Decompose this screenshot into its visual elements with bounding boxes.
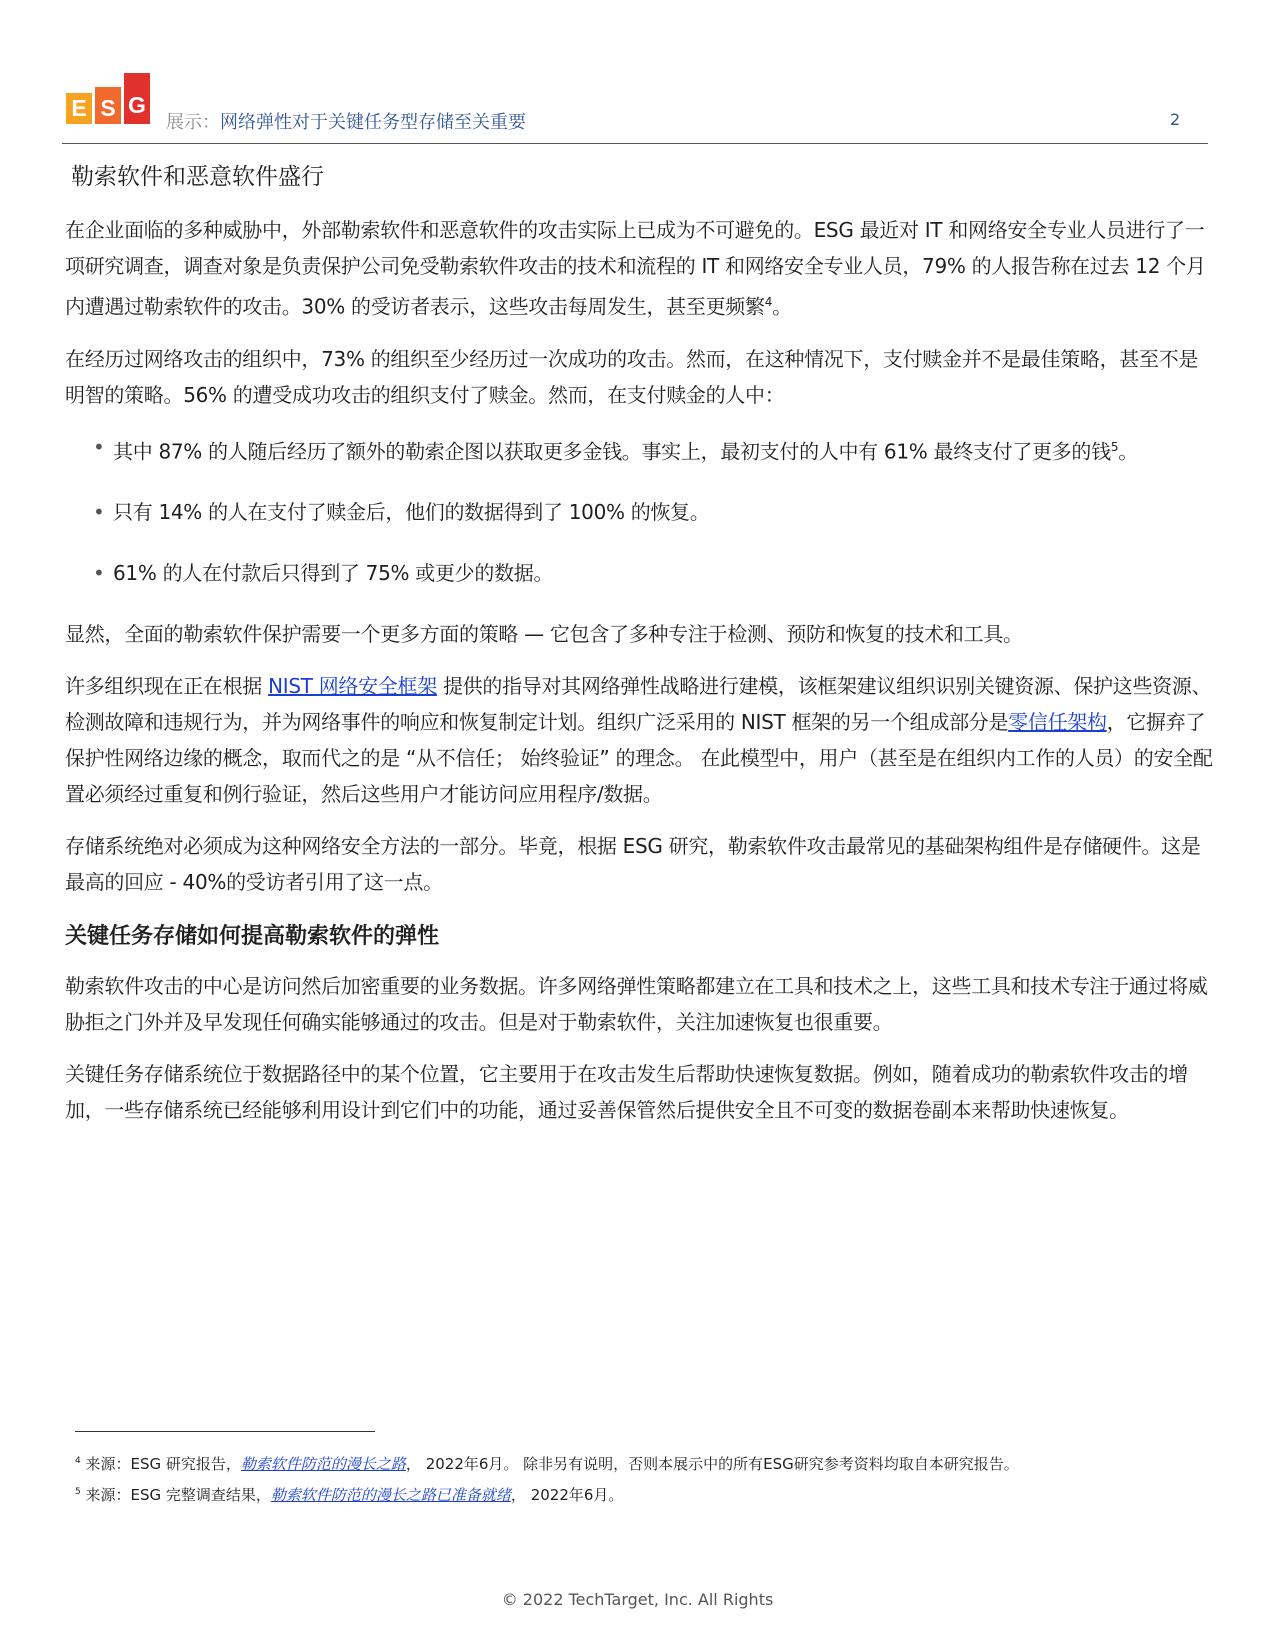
footnote-text: ， 2022年6月。 bbox=[510, 1486, 624, 1504]
paragraph-ransom-payment: 在经历过网络攻击的组织中，73% 的组织至少经历过一次成功的攻击。然而，在这种情况下，支付赎金并不是最佳策略，甚至不是明智的策略。56% 的遭受成功攻击的组织支付了赎金。然而，在支付赎金的人中： bbox=[65, 346, 1199, 407]
bullet-dot-icon: • bbox=[93, 500, 105, 525]
paragraph-nist bbox=[65, 668, 1215, 812]
footnote-text: 来源：ESG 完整调查结果， bbox=[80, 1486, 271, 1504]
paragraph-recovery: 关键任务存储系统位于数据路径中的某个位置，它主要用于在攻击发生后帮助快速恢复数据。例如，随着成功的勒索软件攻击的增加，一些存储系统已经能够利用设计到它们中的功能，通过妥善保管然后提供安全且不可变的数据卷副本来帮助快速恢复。 bbox=[65, 1062, 1188, 1123]
footnote-text: 来源：ESG 研究报告， bbox=[80, 1455, 241, 1473]
logo-letter-s: S bbox=[95, 87, 121, 124]
paragraph-threats-end: 。 bbox=[772, 294, 792, 319]
header-title-text: 网络弹性对于关键任务型存储至关重要 bbox=[220, 112, 526, 133]
footnote-ref-4[interactable]: 4 bbox=[764, 295, 773, 309]
bullet-text-end: 。 bbox=[1118, 439, 1138, 464]
footnote-number: 5 bbox=[75, 1487, 81, 1497]
footnote-4 bbox=[75, 1447, 1225, 1478]
page-number: 2 bbox=[1170, 110, 1181, 129]
main-content bbox=[65, 160, 1215, 1144]
bullet-dot-icon: • bbox=[93, 434, 105, 459]
logo-letter-g: G bbox=[124, 73, 150, 124]
ransom-stats-list bbox=[65, 429, 1215, 592]
footnote-divider bbox=[75, 1431, 375, 1432]
bullet-text: 61% 的人在付款后只得到了 75% 或更少的数据。 bbox=[113, 561, 554, 586]
bullet-dot-icon: • bbox=[93, 561, 105, 586]
footnotes bbox=[75, 1447, 1225, 1509]
paragraph-storage: 存储系统绝对必须成为这种网络安全方法的一部分。毕竟，根据 ESG 研究，勒索软件攻击最常见的基础架构组件是存储硬件。这是最高的回应 - 40%的受访者引用了这一点。 bbox=[65, 834, 1201, 895]
paragraph-nist-text-b: 提供的指导对其网络弹性战略进行建模，该框架建议组织识别关键资源、保护这些资源、检测故障和违规行为，并为网络事件的响应和恢复制定计划。组织广泛采用的 NIST 框架的另一个组成部分是 bbox=[65, 674, 1212, 735]
list-item bbox=[93, 429, 1215, 470]
list-item bbox=[93, 555, 1215, 591]
logo-letter-e: E bbox=[66, 93, 92, 124]
footnote-ref-5[interactable]: 5 bbox=[1110, 439, 1119, 454]
footnote-text: ， 2022年6月。 除非另有说明，否则本展示中的所有ESG研究参考资料均取自本研究报告。 bbox=[405, 1455, 1019, 1473]
paragraph-nist-text-c: ，它摒弃了保护性网络边缘的概念，取而代之的是 “从不信任； 始终验证” 的理念。 在此模型中，用户（甚至是在组织内工作的人员）的安全配置必须经过重复和例行验证，然后这些用户才能访问应用程序/数据。 bbox=[65, 710, 1213, 807]
nist-framework-link[interactable]: NIST 网络安全框架 bbox=[268, 674, 437, 699]
list-item bbox=[93, 494, 1215, 530]
footnote-4-link[interactable]: 勒索软件防范的漫长之路 bbox=[240, 1455, 406, 1473]
header-title bbox=[166, 108, 526, 134]
footnote-5-link[interactable]: 勒索软件防范的漫长之路已准备就绪 bbox=[270, 1486, 511, 1504]
header-title-prefix: 展示： bbox=[166, 112, 220, 133]
section-heading-ransomware: 勒索软件和恶意软件盛行 bbox=[71, 164, 324, 190]
paragraph-nist-text-a: 许多组织现在正在根据 bbox=[65, 674, 269, 699]
footnote-5 bbox=[75, 1478, 1225, 1509]
paragraph-encryption: 勒索软件攻击的中心是访问然后加密重要的业务数据。许多网络弹性策略都建立在工具和技术之上，这些工具和技术专注于通过将威胁拒之门外并及早发现任何确实能够通过的攻击。但是对于勒索软件，关注加速恢复也很重要。 bbox=[65, 974, 1208, 1035]
bullet-text: 只有 14% 的人在支付了赎金后，他们的数据得到了 100% 的恢复。 bbox=[113, 500, 710, 525]
header-divider bbox=[62, 143, 1208, 144]
paragraph-strategy: 显然，全面的勒索软件保护需要一个更多方面的策略 — 它包含了多种专注于检测、预防和恢复的技术和工具。 bbox=[65, 622, 1023, 647]
section-heading-mission-critical: 关键任务存储如何提高勒索软件的弹性 bbox=[65, 924, 440, 950]
esg-logo bbox=[66, 73, 154, 125]
paragraph-threats bbox=[65, 212, 1215, 325]
copyright: © 2022 TechTarget, Inc. All Rights bbox=[501, 1590, 774, 1609]
paragraph-threats-text: 在企业面临的多种威胁中，外部勒索软件和恶意软件的攻击实际上已成为不可避免的。ESG 最近对 IT 和网络安全专业人员进行了一项研究调查，调查对象是负责保护公司免受勒索软件攻击的技术和流程的 IT 和网络安全专业人员，79% 的人报告称在过去 12 个月内遭遇过勒索软件的攻击。30% 的受访者表示，这些攻击每周发生，甚至更频繁 bbox=[65, 218, 1206, 319]
zero-trust-link[interactable]: 零信任架构 bbox=[1008, 710, 1107, 735]
bullet-text: 其中 87% 的人随后经历了额外的勒索企图以获取更多金钱。事实上，最初支付的人中有 61% 最终支付了更多的钱 bbox=[113, 439, 1111, 464]
footnote-number: 4 bbox=[75, 1456, 81, 1466]
